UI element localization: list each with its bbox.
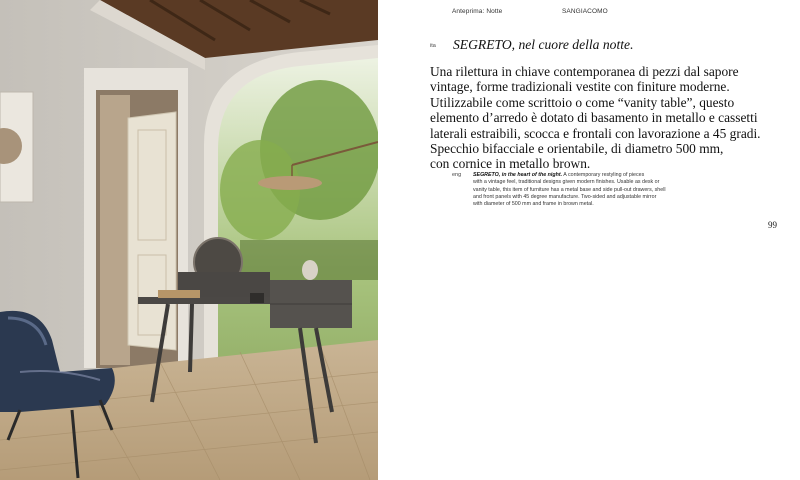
eng-line: vanity table, this item of furniture has a metal base and side pull-out drawers, shell: [473, 186, 666, 193]
text-page: [378, 0, 800, 480]
ita-line: Specchio bifacciale e orientabile, di diametro 500 mm,: [430, 141, 724, 157]
language-tag-eng: eng: [452, 172, 462, 178]
running-header-section: Anteprima: Notte: [452, 8, 503, 15]
ita-line: con cornice in metallo brown.: [430, 156, 591, 172]
ita-line: Utilizzabile come scrittoio o come “vanity table”, questo: [430, 94, 735, 110]
interior-photo: [0, 0, 378, 480]
language-tag-ita: ita: [430, 43, 436, 49]
ita-paragraph: [430, 64, 770, 172]
ita-title: SEGRETO, nel cuore della notte.: [453, 37, 634, 52]
page-number: 99: [768, 220, 777, 230]
ita-line: Una rilettura in chiave contemporanea di pezzi dal sapore: [430, 64, 739, 79]
ita-line: laterali estraibili, scocca e frontali con lavorazione a 45 gradi.: [430, 125, 761, 141]
eng-line: and front panels with 45 degree manufacture. Two-sided and adjustable mirror: [473, 193, 657, 200]
vanity-desk-room-illustration: [0, 0, 378, 480]
eng-line: with diameter of 500 mm and frame in brown metal.: [473, 201, 594, 208]
eng-paragraph: [473, 172, 673, 208]
eng-line: with a vintage feel, traditional designs given modern finishes. Usable as desk or: [473, 179, 660, 186]
running-header-brand: SANGIACOMO: [562, 8, 608, 15]
eng-first-line: [473, 172, 673, 179]
eng-title: SEGRETO, in the heart of the night.: [473, 172, 563, 178]
ita-line: vintage, forme tradizionali vestite con finiture moderne.: [430, 79, 730, 95]
eng-first-line-rest: A contemporary restyling of pieces: [562, 172, 645, 178]
ita-line: elemento d’arredo è dotato di basamento in metallo e cassetti: [430, 110, 758, 126]
